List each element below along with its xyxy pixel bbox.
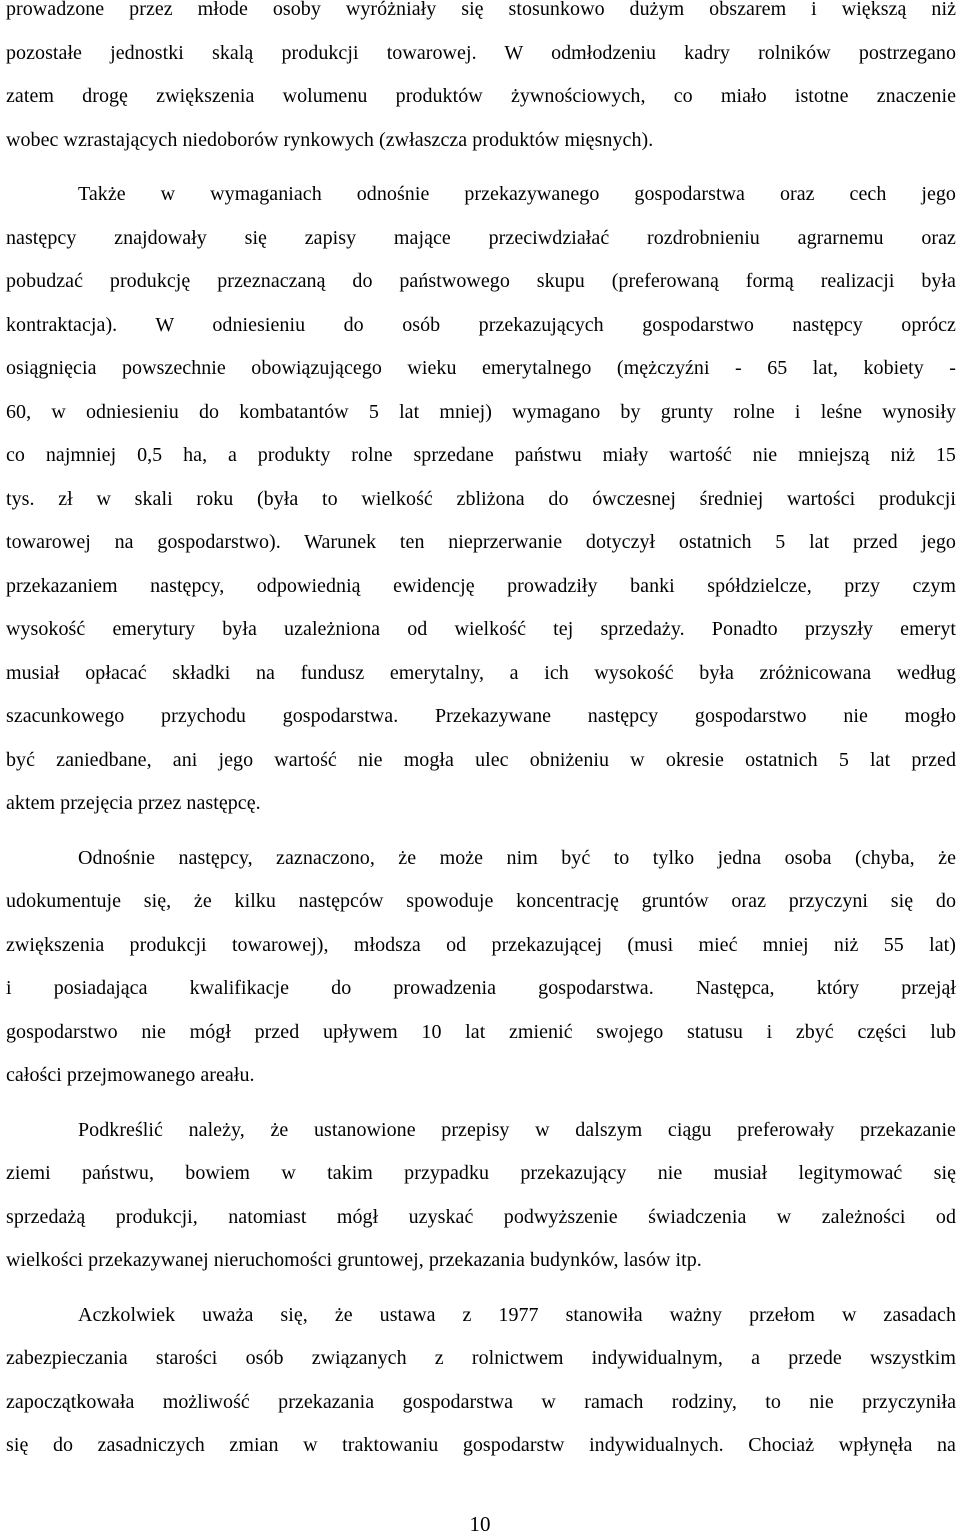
- text-line: zapoczątkowała możliwość przekazania gospodarstwa w ramach rodziny, to nie przyczyniła: [6, 1390, 956, 1413]
- text-line: kontraktacja). W odniesieniu do osób przekazujących gospodarstwo następcy oprócz: [6, 313, 956, 336]
- text-line: Aczkolwiek uważa się, że ustawa z 1977 stanowiła ważny przełom w zasadach: [78, 1303, 956, 1326]
- text-line: sprzedażą produkcji, natomiast mógł uzyskać podwyższenie świadczenia w zależności od: [6, 1205, 956, 1228]
- text-line: tys. zł w skali roku (była to wielkość zbliżona do ówczesnej średniej wartości produkcji: [6, 487, 956, 510]
- text-line: wysokość emerytury była uzależniona od wielkość tej sprzedaży. Ponadto przyszły emeryt: [6, 618, 956, 640]
- document-page: [6, 0, 956, 1468]
- text-line: aktem przejęcia przez następcę.: [6, 792, 261, 814]
- paragraph-2: [6, 173, 956, 826]
- text-line: Podkreślić należy, że ustanowione przepisy w dalszym ciągu preferowały przekazanie: [78, 1118, 956, 1141]
- page-number: 10: [469, 1512, 491, 1536]
- text-line: być zaniedbane, ani jego wartość nie mogła ulec obniżeniu w okresie ostatnich 5 lat przed: [6, 748, 956, 771]
- text-line: i posiadająca kwalifikacje do prowadzenia gospodarstwa. Następca, który przejął: [6, 977, 956, 999]
- text-line: zabezpieczania starości osób związanych z rolnictwem indywidualnym, a przede wszystkim: [6, 1347, 956, 1369]
- text-line: wielkości przekazywanej nieruchomości gruntowej, przekazania budynków, lasów itp.: [6, 1249, 702, 1271]
- text-line: gospodarstwo nie mógł przed upływem 10 lat zmienić swojego statusu i zbyć części lub: [6, 1020, 956, 1043]
- text-line: pobudzać produkcję przeznaczaną do państwowego skupu (preferowaną formą realizacji była: [6, 270, 956, 292]
- paragraph-1: [6, 0, 956, 162]
- text-line: osiągnięcia powszechnie obowiązującego wieku emerytalnego (mężczyźni - 65 lat, kobiety -: [6, 357, 956, 379]
- text-line: następcy znajdowały się zapisy mające przeciwdziałać rozdrobnieniu agrarnemu oraz: [6, 226, 956, 249]
- text-line: całości przejmowanego areału.: [6, 1064, 255, 1086]
- paragraph-5: [6, 1294, 956, 1468]
- text-line: zatem drogę zwiększenia wolumenu produktów żywnościowych, co miało istotne znaczenie: [6, 85, 956, 107]
- text-line: towarowej na gospodarstwo). Warunek ten nieprzerwanie dotyczył ostatnich 5 lat przed jego: [6, 531, 956, 553]
- text-line: 60, w odniesieniu do kombatantów 5 lat mniej) wymagano by grunty rolne i leśne wynosiły: [6, 400, 956, 423]
- text-line: zwiększenia produkcji towarowej), młodsza od przekazującej (musi mieć mniej niż 55 lat): [6, 933, 956, 956]
- text-line: szacunkowego przychodu gospodarstwa. Przekazywane następcy gospodarstwo nie mogło: [6, 705, 956, 727]
- text-line: wobec wzrastających niedoborów rynkowych (zwłaszcza produktów mięsnych).: [6, 128, 654, 151]
- text-line: prowadzone przez młode osoby wyróżniały się stosunkowo dużym obszarem i większą niż: [6, 0, 956, 20]
- text-line: udokumentuje się, że kilku następców spowoduje koncentrację gruntów oraz przyczyni się do: [6, 890, 956, 912]
- text-line: co najmniej 0,5 ha, a produkty rolne sprzedane państwu miały wartość nie mniejszą niż 15: [6, 444, 956, 466]
- text-line: pozostałe jednostki skalą produkcji towarowej. W odmłodzeniu kadry rolników postrzegano: [6, 41, 956, 64]
- text-line: przekazaniem następcy, odpowiednią ewidencję prowadziły banki spółdzielcze, przy czym: [6, 574, 956, 597]
- text-line: ziemi państwu, bowiem w takim przypadku przekazujący nie musiał legitymować się: [6, 1162, 956, 1184]
- paragraph-4: [6, 1109, 956, 1283]
- text-line: musiał opłacać składki na fundusz emerytalny, a ich wysokość była zróżnicowana według: [6, 661, 956, 684]
- text-line: Także w wymaganiach odnośnie przekazywanego gospodarstwa oraz cech jego: [78, 183, 956, 205]
- paragraph-3: [6, 837, 956, 1098]
- text-line: się do zasadniczych zmian w traktowaniu gospodarstw indywidualnych. Chociaż wpłynęła na: [6, 1434, 956, 1456]
- text-line: Odnośnie następcy, zaznaczono, że może nim być to tylko jedna osoba (chyba, że: [78, 846, 956, 869]
